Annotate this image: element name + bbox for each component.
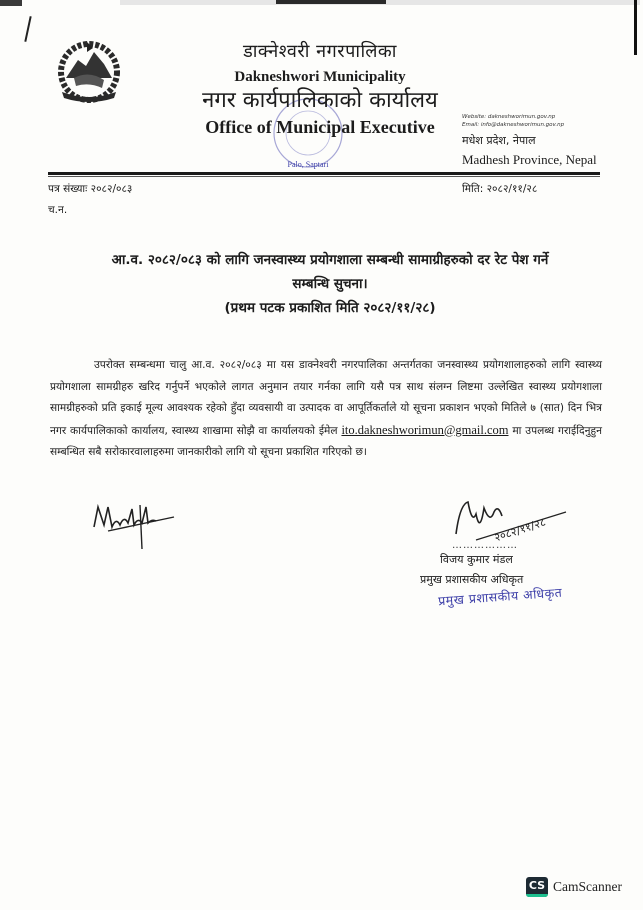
title-line-2: सम्बन्धि सुचना। — [292, 276, 368, 292]
signature-dots: ……………… — [452, 540, 518, 551]
scan-edge — [634, 0, 637, 55]
stamp-text: Palo, Saptari — [287, 160, 329, 169]
province-np: मधेश प्रदेश, नेपाल — [462, 134, 536, 147]
letter-date: मिति: २०८२/११/२८ — [462, 183, 538, 195]
email-link[interactable]: ito.dakneshworimun@gmail.com — [341, 422, 509, 437]
contact-info — [462, 113, 564, 129]
left-signature — [88, 497, 178, 552]
notice-title — [40, 248, 620, 320]
reference-number: पत्र संख्याः २०८२/०८३ — [48, 183, 133, 195]
scan-artifact — [276, 0, 386, 4]
office-name-en: Office of Municipal Executive — [205, 117, 435, 137]
scan-artifact — [0, 0, 22, 6]
camscanner-watermark — [526, 877, 622, 897]
website[interactable]: Website: dakneshworimun.gov.np — [462, 114, 556, 120]
body-text-1: उपरोक्त सम्बन्धमा चालु आ.व. २०८२/०८३ मा यस डाक्नेश्वरी नगरपालिका अन्तर्गतका जनस्वास्थ्य प्रयोगशालाहरुको लागि स्वास्थ्य प्रयोगशाला सामग्रीहरु खरिद गर्नुपर्ने भएकोले लागत अनुमान तयार गर्नका लागि यसै पत्र साथ संलग्न लिष्टमा उल्लेखित स्वास्थ्य प्रयोगशाला सामग्रीहरुको प्रति इकाई मूल्य आवश्यक रहेको हुँदा व्यवसायी वा उत्पादक वा आपूर्तिकर्ताले यो सूचना प्रकाशन भएको मितिले ७ (सात) दिन भित्र नगर कार्यपालिकाको कार्यालय, स्वास्थ्य शाखामा सोझै वा कार्यालयको ईमेल — [50, 359, 602, 437]
municipality-name-en: Dakneshwori Municipality — [234, 69, 406, 85]
camscanner-logo-icon: CS — [526, 877, 548, 897]
pen-mark — [24, 16, 31, 42]
header-rule-thin — [48, 176, 600, 177]
designation-stamp: प्रमुख प्रशासकीय अधिकृत — [437, 584, 563, 609]
camscanner-label: CamScanner — [553, 879, 622, 894]
dispatch-number: च.न. — [48, 204, 68, 216]
email-contact[interactable]: Email: info@dakneshworimun.gov.np — [462, 122, 565, 128]
letterhead — [190, 40, 450, 138]
signatory-designation: प्रमुख प्रशासकीय अधिकृत — [420, 573, 524, 586]
signatory-name: विजय कुमार मंडल — [440, 553, 513, 566]
office-name-np: नगर कार्यपालिकाको कार्यालय — [202, 88, 438, 113]
body-text-2: मा उपलब्ध गराईदिनुहुन सम्बन्धित सबै सरोकारवालाहरुमा जानकारीको लागि यो सूचना प्रकाशित गरिएको छ। — [50, 424, 602, 458]
signature-date: २०८२/११/२८ — [492, 515, 548, 545]
title-line-1: आ.व. २०८२/०८३ को लागि जनस्वास्थ्य प्रयोगशाला सम्बन्धी सामाग्रीहरुको दर रेट पेश गर्ने — [111, 252, 549, 268]
title-line-3: (प्रथम पटक प्रकाशित मिति २०८२/११/२८) — [224, 300, 436, 316]
nepal-emblem-icon — [52, 34, 126, 108]
municipality-name-np: डाक्नेश्वरी नगरपालिका — [243, 41, 397, 62]
notice-body — [50, 355, 602, 464]
province-en: Madhesh Province, Nepal — [462, 152, 597, 167]
